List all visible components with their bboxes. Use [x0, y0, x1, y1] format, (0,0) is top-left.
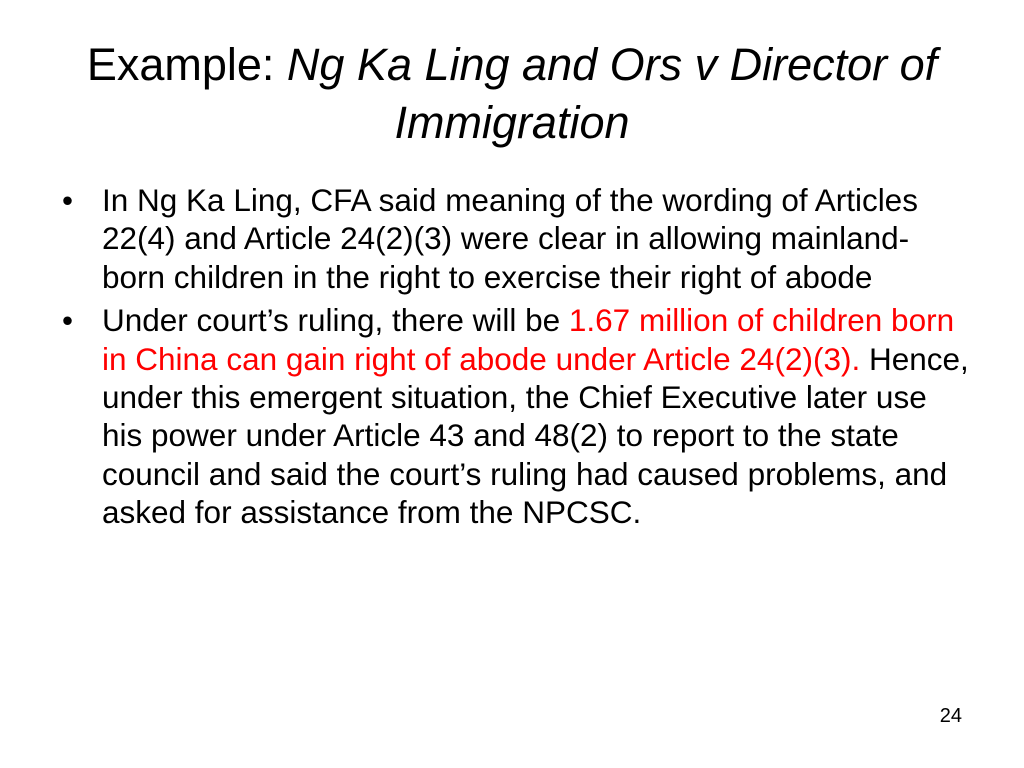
bullet-text: In Ng Ka Ling, CFA said meaning of the wording of Articles 22(4) and Article 24(2)(3) were clear in allowing mainland-born children in the right to exercise their right of abode [102, 182, 918, 295]
slide-title-case-name: Ng Ka Ling and Ors v Director of Immigration [286, 39, 938, 148]
page-number: 24 [939, 705, 962, 727]
bullet-highlight-text: 1.67 million of children born in China can gain right of abode under Article 24(2)(3). [102, 302, 955, 377]
slide-title-prefix: Example: [86, 39, 287, 90]
bullet-item [60, 301, 970, 531]
bullet-marker: • [62, 182, 74, 218]
bullet-text-after: Hence, under this emergent situation, the Chief Executive later use his power under Article 43 and 48(2) to report to the state council and said the court’s ruling had caused problems, and asked for assistance from the NPCSC. [102, 340, 969, 531]
bullet-item [60, 181, 970, 296]
slide-title [60, 36, 964, 152]
bullet-list [60, 181, 970, 537]
bullet-text-before: Under court’s ruling, there will be [102, 302, 569, 339]
bullet-marker: • [62, 302, 74, 339]
